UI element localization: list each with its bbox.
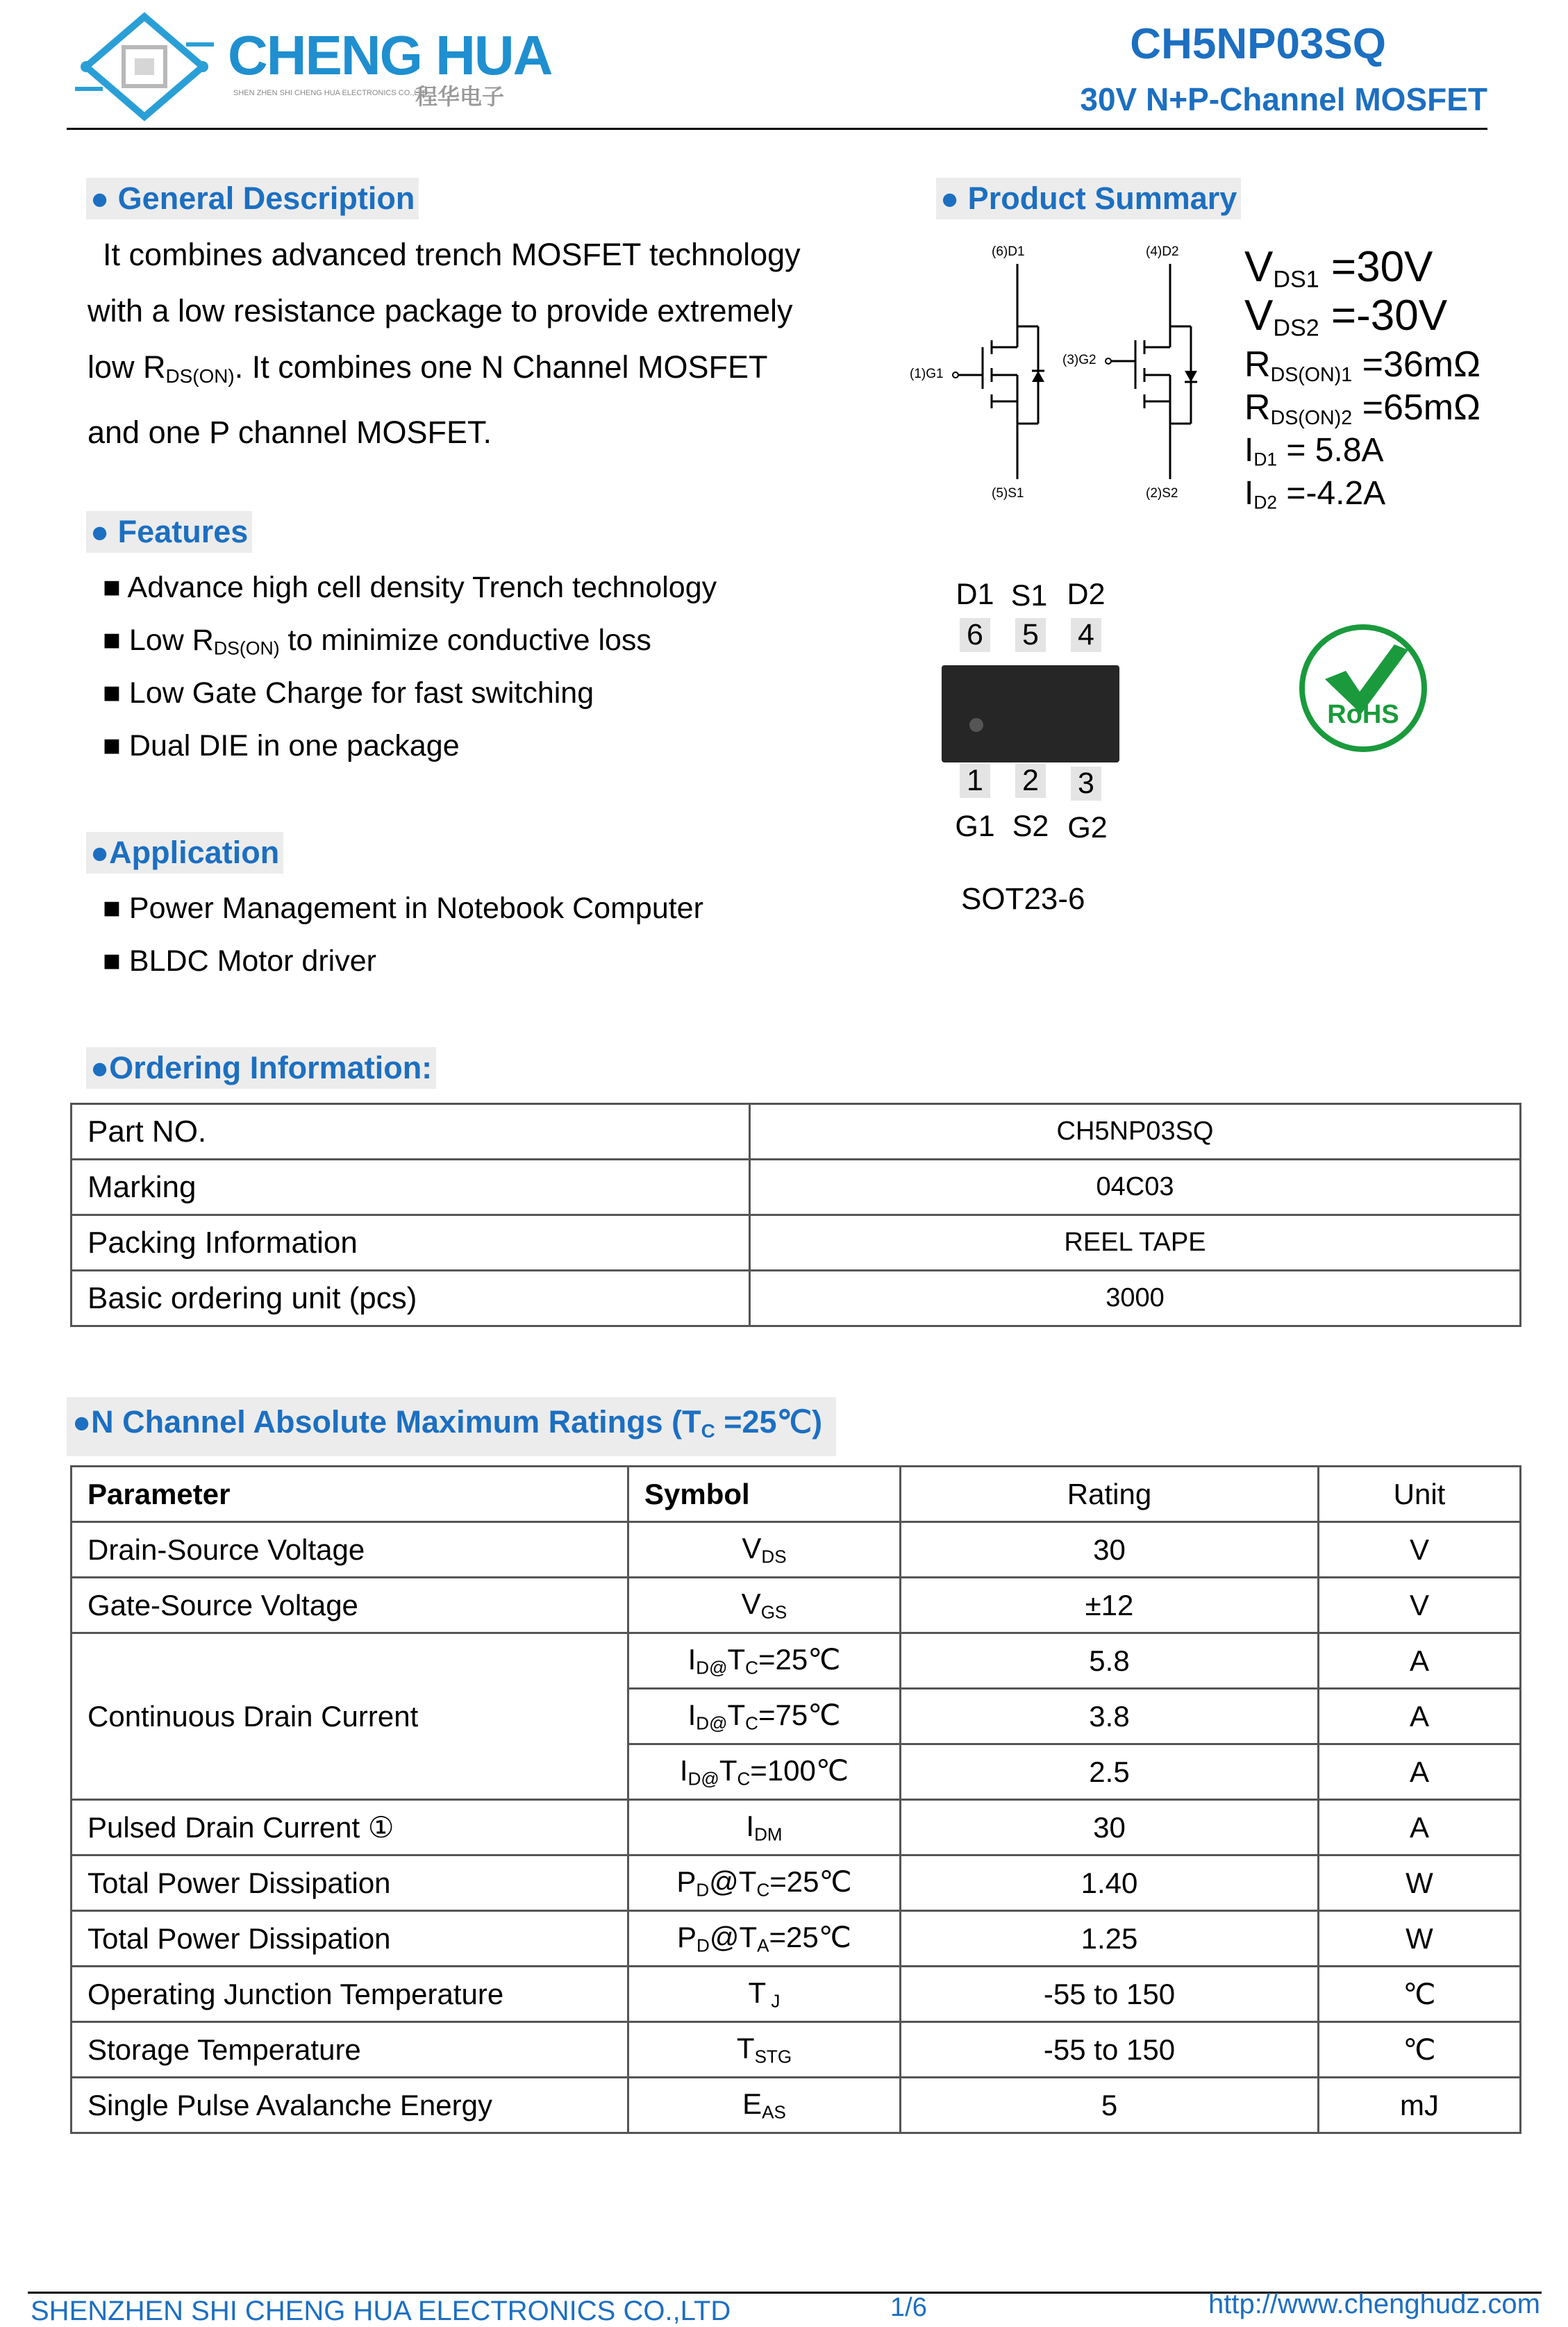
symbol-part: =100℃ <box>750 1754 849 1787</box>
symbol-part: @T <box>709 1921 758 1954</box>
symbol-part: T <box>719 1754 737 1787</box>
pin1-marker <box>969 718 983 732</box>
ordering-value: 04C03 <box>750 1160 1521 1215</box>
application-item: ■ BLDC Motor driver <box>103 944 376 978</box>
ordering-table <box>70 1103 1521 1327</box>
ordering-value: 3000 <box>750 1271 1521 1326</box>
schematic-label-g1: (1)G1 <box>910 367 944 381</box>
unit-cell: ℃ <box>1319 2022 1521 2078</box>
unit-cell: W <box>1319 1855 1521 1911</box>
ratings-row <box>72 2078 1521 2133</box>
param-cell: Pulsed Drain Current ① <box>72 1800 628 1855</box>
general-description-text <box>87 226 893 460</box>
rating-cell: 30 <box>901 1800 1319 1855</box>
product-summary-title: ● Product Summary <box>936 178 1241 219</box>
rating-cell: -55 to 150 <box>901 2022 1319 2078</box>
pin-number-bottom: 3 <box>1071 767 1101 801</box>
part-number-title: CH5NP03SQ <box>1130 20 1386 68</box>
rating-cell: 3.8 <box>901 1689 1319 1744</box>
ordering-label: Packing Information <box>72 1215 750 1271</box>
rating-cell: 2.5 <box>901 1744 1319 1800</box>
company-logo <box>75 11 561 122</box>
unit-cell: ℃ <box>1319 1967 1521 2022</box>
symbol-part: D <box>696 1879 710 1901</box>
application-list <box>103 882 703 987</box>
param-cell: Drain-Source Voltage <box>72 1522 628 1578</box>
rating-cell: 5.8 <box>901 1633 1319 1689</box>
rating-cell: 1.40 <box>901 1855 1319 1911</box>
symbol-part: =25℃ <box>769 1921 851 1954</box>
footer-page-number: 1/6 <box>890 2293 927 2322</box>
symbol-part: P <box>676 1865 697 1899</box>
symbol-part: C <box>737 1768 751 1790</box>
unit-cell: V <box>1319 1578 1521 1633</box>
general-description-line: It combines advanced trench MOSFET technology <box>103 237 801 272</box>
symbol-part: DM <box>754 1824 783 1845</box>
unit-cell: W <box>1319 1911 1521 1967</box>
ratings-header-row <box>72 1467 1521 1522</box>
symbol-part: STG <box>754 2046 792 2067</box>
symbol-part: I <box>746 1809 755 1842</box>
ratings-row <box>72 1633 1521 1689</box>
schematic-label-g2: (3)G2 <box>1062 353 1096 367</box>
schematic-label-s2: (2)S2 <box>1146 486 1178 501</box>
symbol-part: A <box>757 1935 769 1956</box>
unit-cell: A <box>1319 1800 1521 1855</box>
ratings-table <box>70 1465 1521 2134</box>
ratings-row <box>72 1578 1521 1633</box>
summary-vds2: $V_{DS2} =-30V$ <box>1244 292 1448 342</box>
ordering-label: Basic ordering unit (pcs) <box>72 1271 750 1326</box>
ordering-label: Part NO. <box>72 1104 750 1160</box>
general-description-line: and one P channel MOSFET. <box>87 414 492 450</box>
rohs-check-icon <box>1297 622 1429 754</box>
param-cell: Gate-Source Voltage <box>72 1578 628 1633</box>
unit-cell: mJ <box>1319 2078 1521 2133</box>
brand-subtitle-en: SHEN ZHEN SHI CHENG HUA ELECTRONICS CO.,LTD. <box>233 89 431 97</box>
feature-item: ■ Low $R_{DS(ON)}$ to minimize conductive loss <box>103 624 651 659</box>
symbol-part: T <box>748 1976 767 2009</box>
symbol-part: J <box>766 1990 781 2012</box>
feature-item: ■ Dual DIE in one package <box>103 729 460 762</box>
header-rating: Rating <box>901 1467 1319 1522</box>
ratings-title: ●N Channel Absolute Maximum Ratings ($T_C$ =25℃) <box>67 1397 836 1456</box>
ratings-row <box>72 2022 1521 2078</box>
symbol-part: =25℃ <box>758 1643 841 1676</box>
symbol-part: =75℃ <box>758 1699 841 1732</box>
mosfet-schematic-icon <box>910 243 1215 507</box>
ordering-value: REEL TAPE <box>750 1215 1521 1271</box>
summary-rds1: $R_{DS(ON)1} =36m\Omega$ <box>1244 344 1481 387</box>
ordering-row <box>72 1215 1521 1271</box>
ordering-label: Marking <box>72 1160 750 1215</box>
symbol-part: D@ <box>696 1657 728 1678</box>
symbol-part: D <box>697 1935 710 1956</box>
symbol-cell <box>628 1689 901 1744</box>
symbol-part: @T <box>709 1865 757 1899</box>
param-cell: Single Pulse Avalanche Energy <box>72 2078 628 2133</box>
footer-url[interactable]: http://www.chenghudz.com <box>1208 2289 1540 2319</box>
param-cell: Operating Junction Temperature <box>72 1967 628 2022</box>
schematic-label-s1: (5)S1 <box>992 486 1024 501</box>
header-symbol: Symbol <box>628 1467 901 1522</box>
symbol-part: C <box>745 1712 758 1734</box>
summary-values <box>1244 243 1481 515</box>
ordering-row <box>72 1160 1521 1215</box>
ordering-title: ●Ordering Information: <box>86 1047 436 1089</box>
brand-subtitle-cn: 程华电子 <box>415 84 505 109</box>
pin-number-top: 6 <box>960 618 990 652</box>
rating-cell: 1.25 <box>901 1911 1319 1967</box>
header-unit: Unit <box>1319 1467 1521 1522</box>
symbol-part: T <box>736 2031 755 2065</box>
param-cell: Total Power Dissipation <box>72 1911 628 1967</box>
ratings-row <box>72 1911 1521 1967</box>
logo-mark-icon <box>75 11 214 122</box>
ordering-row <box>72 1271 1521 1326</box>
symbol-part: I <box>687 1643 697 1676</box>
ratings-row <box>72 1522 1521 1578</box>
param-cell: Total Power Dissipation <box>72 1855 628 1911</box>
symbol-cell <box>628 1744 901 1800</box>
general-description-title: ● General Description <box>86 178 419 219</box>
rohs-label: RoHS <box>1327 700 1399 729</box>
symbol-cell <box>628 2022 901 2078</box>
schematic-label-d2: (4)D2 <box>1146 244 1179 259</box>
symbol-cell <box>628 2078 901 2133</box>
pin-number-bottom: 2 <box>1015 764 1046 798</box>
application-item: ■ Power Management in Notebook Computer <box>103 892 703 925</box>
pin-number-bottom: 1 <box>960 764 990 798</box>
schematic-label-d1: (6)D1 <box>992 244 1025 259</box>
symbol-cell <box>628 1911 901 1967</box>
unit-cell: A <box>1319 1689 1521 1744</box>
rating-cell: 5 <box>901 2078 1319 2133</box>
symbol-cell <box>628 1855 901 1911</box>
general-description-line: with a low resistance package to provide extremely <box>87 293 793 328</box>
rating-cell: ±12 <box>901 1578 1319 1633</box>
symbol-part: E <box>742 2087 762 2120</box>
ratings-row <box>72 1800 1521 1855</box>
param-cell: Storage Temperature <box>72 2022 628 2078</box>
rating-cell: 30 <box>901 1522 1319 1578</box>
header-rule <box>67 128 1487 130</box>
symbol-part: I <box>687 1699 697 1732</box>
ratings-row <box>72 1855 1521 1911</box>
unit-cell: V <box>1319 1522 1521 1578</box>
features-title: ● Features <box>86 511 252 553</box>
general-description-line: low $R_{DS(ON)}$. It combines one N Channel MOSFET <box>87 349 768 387</box>
pin-label-top: S1 <box>1010 579 1048 612</box>
symbol-part: D@ <box>696 1712 728 1734</box>
symbol-part: V <box>741 1587 761 1620</box>
features-list <box>103 561 717 772</box>
pin-label-top: D2 <box>1067 578 1106 611</box>
symbol-cell <box>628 1522 901 1578</box>
symbol-cell <box>628 1578 901 1633</box>
rohs-badge <box>1297 622 1429 754</box>
package-body <box>942 665 1119 762</box>
pin-label-top: D1 <box>956 578 994 611</box>
symbol-part: GS <box>760 1601 787 1623</box>
ratings-row <box>72 1967 1521 2022</box>
ordering-row <box>72 1104 1521 1160</box>
pin-label-bottom: S2 <box>1012 810 1049 843</box>
symbol-part: D@ <box>687 1768 719 1790</box>
unit-cell: A <box>1319 1633 1521 1689</box>
package-name: SOT23-6 <box>961 882 1085 916</box>
summary-vds1: $V_{DS1} =30V$ <box>1244 243 1433 293</box>
header-parameter: Parameter <box>72 1467 628 1522</box>
symbol-cell <box>628 1633 901 1689</box>
mosfet-schematic <box>910 243 1215 507</box>
param-cell: Continuous Drain Current <box>72 1633 628 1800</box>
symbol-part: T <box>727 1643 746 1676</box>
symbol-part: AS <box>762 2101 786 2123</box>
brand-name: CHENG HUA <box>228 24 552 86</box>
pin-number-top: 4 <box>1071 618 1101 652</box>
feature-item: ■ Low Gate Charge for fast switching <box>103 676 594 710</box>
symbol-part: C <box>745 1657 758 1678</box>
pin-number-top: 5 <box>1015 618 1046 652</box>
feature-item: ■ Advance high cell density Trench technology <box>103 571 717 604</box>
pin-label-bottom: G2 <box>1067 811 1108 844</box>
symbol-part: V <box>742 1531 762 1565</box>
symbol-part: P <box>677 1921 697 1954</box>
rating-cell: -55 to 150 <box>901 1967 1319 2022</box>
application-title: ●Application <box>86 832 283 874</box>
symbol-part: DS <box>761 1546 787 1567</box>
unit-cell: A <box>1319 1744 1521 1800</box>
symbol-cell <box>628 1800 901 1855</box>
package-diagram <box>931 569 1153 931</box>
summary-id2: $I_{D2} =-4.2A$ <box>1244 475 1386 513</box>
pin-label-bottom: G1 <box>955 810 995 843</box>
ordering-value: CH5NP03SQ <box>750 1104 1521 1160</box>
symbol-part: I <box>679 1754 688 1787</box>
symbol-part: T <box>727 1699 746 1732</box>
summary-rds2: $R_{DS(ON)2} =65m\Omega$ <box>1244 387 1481 430</box>
symbol-part: =25℃ <box>769 1865 852 1899</box>
summary-id1: $I_{D1} = 5.8A$ <box>1244 432 1384 470</box>
symbol-cell <box>628 1967 901 2022</box>
symbol-part: C <box>756 1879 770 1901</box>
part-subtitle: 30V N+P-Channel MOSFET <box>1080 81 1487 117</box>
footer-company: SHENZHEN SHI CHENG HUA ELECTRONICS CO.,LTD <box>31 2296 731 2326</box>
